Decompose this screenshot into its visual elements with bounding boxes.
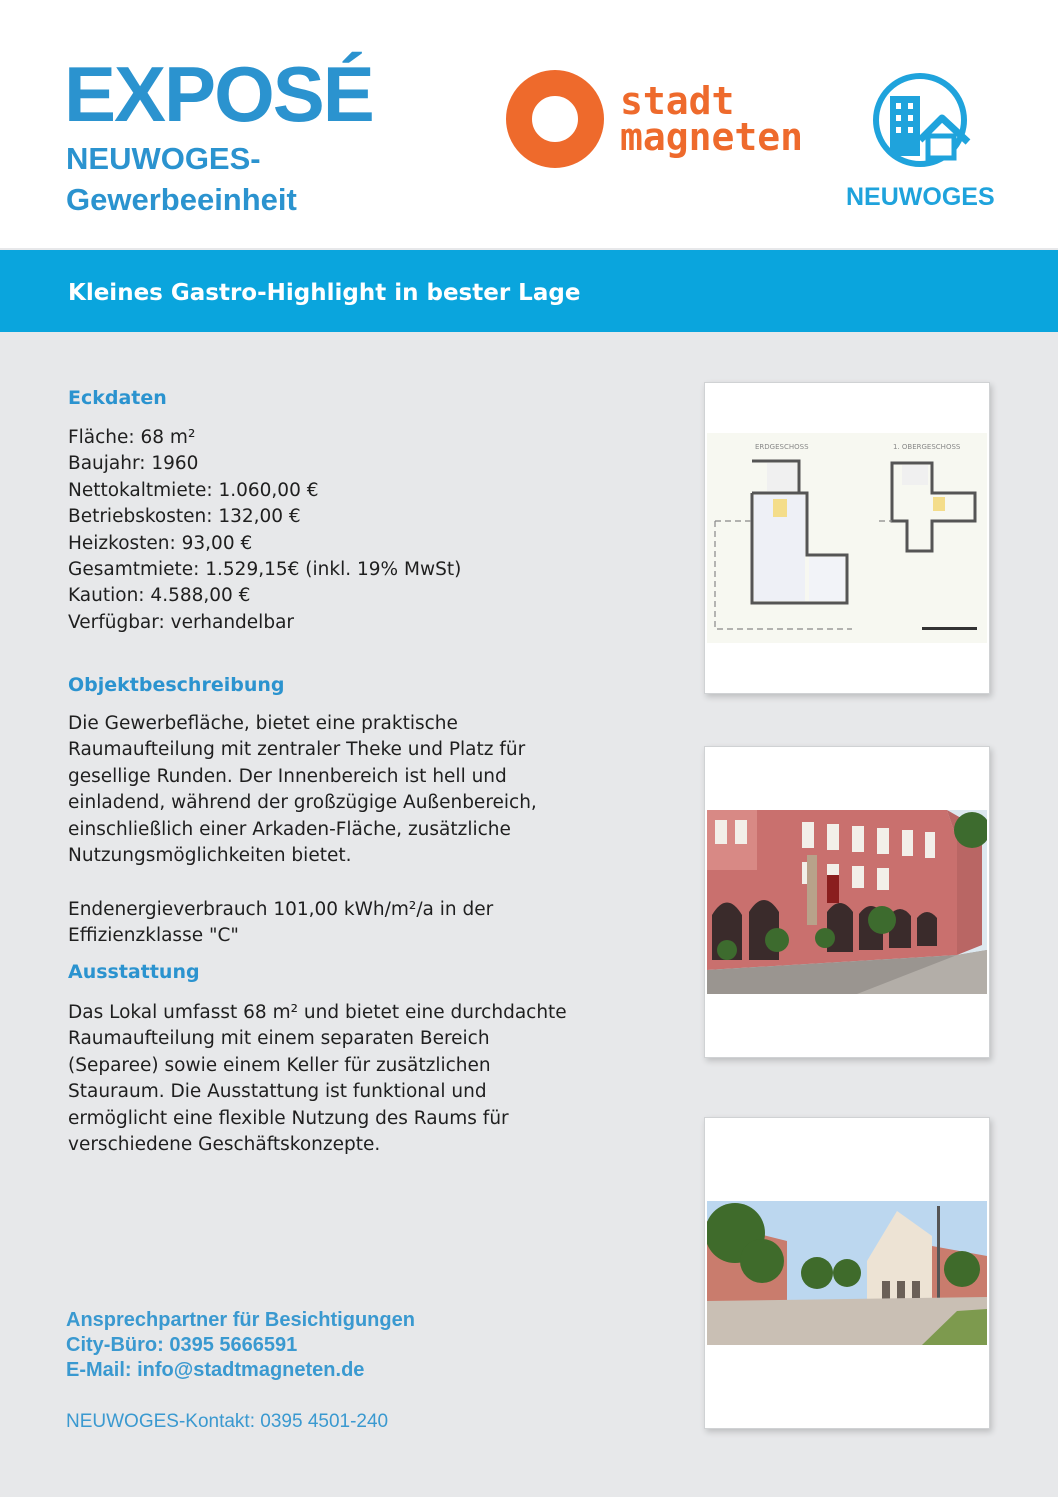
eckdaten-item: Gesamtmiete: 1.529,15€ (inkl. 19% MwSt) <box>68 559 462 581</box>
eckdaten-item: Heizkosten: 93,00 € <box>68 532 253 554</box>
stadtmagneten-logo-text-1: stadt <box>620 79 735 123</box>
contact-heading: Ansprechpartner für Besichtigungen <box>66 1309 415 1331</box>
eckdaten-heading: Eckdaten <box>68 387 167 409</box>
eckdaten-item: Verfügbar: verhandelbar <box>68 611 295 633</box>
page-subtitle-line2: Gewerbeeinheit <box>66 182 297 217</box>
page-subtitle-line1: NEUWOGES- <box>66 141 261 176</box>
text-line: einschließlich einer Arkaden-Fläche, zusätzliche <box>68 818 511 840</box>
text-line: Effizienzklasse "C" <box>68 925 239 947</box>
neuwoges-contact[interactable]: NEUWOGES-Kontakt: 0395 4501-240 <box>66 1411 389 1432</box>
floorplan-label-left: ERDGESCHOSS <box>755 443 809 451</box>
neuwoges-logo-text: NEUWOGES <box>846 183 995 211</box>
text-line: (Separee) sowie einem Keller für zusätzlichen <box>68 1054 491 1076</box>
floorplan-label-right: 1. OBERGESCHOSS <box>893 443 961 451</box>
text-line: ermöglicht eine flexible Nutzung des Raums für <box>68 1107 509 1129</box>
text-line: Die Gewerbefläche, bietet eine praktische <box>68 713 458 734</box>
contact-phone[interactable]: City-Büro: 0395 5666591 <box>66 1334 298 1356</box>
neuwoges-logo-icon <box>870 70 972 170</box>
text-line: Raumaufteilung mit einem separaten Bereich <box>68 1028 490 1050</box>
text-line: verschiedene Geschäftskonzepte. <box>68 1134 381 1156</box>
contact-email[interactable]: E-Mail: info@stadtmagneten.de <box>66 1359 365 1381</box>
floorplan-card[interactable] <box>704 382 990 694</box>
banner-headline: Kleines Gastro-Highlight in bester Lage <box>68 280 581 306</box>
eckdaten-item: Kaution: 4.588,00 € <box>68 585 251 607</box>
text-line: Nutzungsmöglichkeiten bietet. <box>68 845 352 867</box>
eckdaten-list <box>68 425 628 636</box>
stadtmagneten-logo-text-2: magneten <box>620 115 804 159</box>
text-line: einladend, während der großzügige Außenbereich, <box>68 792 537 814</box>
arcade-building-photo <box>707 810 987 994</box>
energy-text <box>68 897 628 950</box>
text-line: Raumaufteilung mit zentraler Theke und Platz für <box>68 739 526 761</box>
eckdaten-item: Nettokaltmiete: 1.060,00 € <box>68 479 319 501</box>
objektbeschreibung-text <box>68 711 628 869</box>
town-square-photo <box>707 1201 987 1345</box>
photo-card-arcades[interactable] <box>704 746 990 1058</box>
text-line: Das Lokal umfasst 68 m² und bietet eine durchdachte <box>68 1002 567 1023</box>
page-title: EXPOSÉ <box>64 50 373 138</box>
ausstattung-heading: Ausstattung <box>68 961 200 983</box>
objektbeschreibung-heading: Objektbeschreibung <box>68 674 285 696</box>
eckdaten-item: Betriebskosten: 132,00 € <box>68 506 301 528</box>
text-line: Endenergieverbrauch 101,00 kWh/m²/a in der <box>68 899 494 920</box>
eckdaten-item: Baujahr: 1960 <box>68 453 199 475</box>
floorplan-image <box>707 433 987 643</box>
photo-card-square[interactable] <box>704 1117 990 1429</box>
text-line: gesellige Runden. Der Innenbereich ist hell und <box>68 765 507 787</box>
ausstattung-text <box>68 1000 628 1158</box>
text-line: Stauraum. Die Ausstattung ist funktional und <box>68 1081 487 1103</box>
eckdaten-item: Fläche: 68 m² <box>68 427 196 448</box>
